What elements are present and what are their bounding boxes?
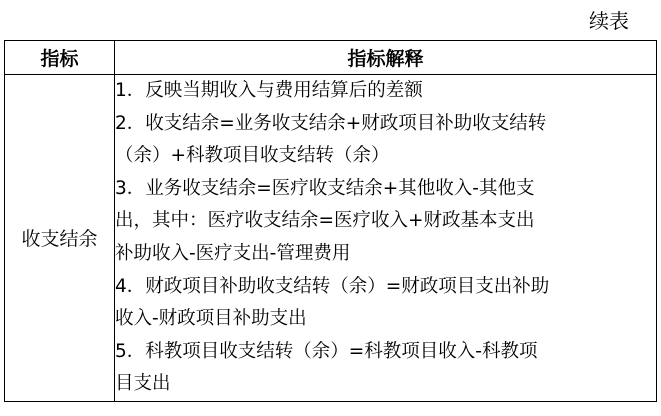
explanation-line: 补助收入-医疗支出-管理费用 <box>115 242 351 264</box>
indicator-explanation <box>115 75 657 402</box>
explanation-line: 1．反映当期收入与费用结算后的差额 <box>115 80 423 101</box>
explanation-line: 5．科教项目收支结转（余）=科教项目收入-科教项 <box>115 340 538 362</box>
explanation-line: 收入-财政项目补助支出 <box>115 308 307 330</box>
explanation-line: 2．收支结余=业务收支结余+财政项目补助收支结转 <box>115 112 547 134</box>
explanation-line: 目支出 <box>115 373 171 395</box>
indicator-table <box>4 40 657 402</box>
indicator-term: 收支结余 <box>5 75 115 402</box>
explanation-line: 3．业务收支结余=医疗收支结余+其他收入-其他支 <box>115 177 535 199</box>
header-indicator-explanation: 指标解释 <box>115 41 657 75</box>
continued-label: 续表 <box>589 9 629 33</box>
explanation-line: 出，其中：医疗收支结余=医疗收入+财政基本支出 <box>115 210 535 232</box>
table-row <box>5 75 657 402</box>
explanation-line: （余）+科教项目收支结转（余） <box>115 145 390 167</box>
explanation-line: 4．财政项目补助收支结转（余）=财政项目支出补助 <box>115 275 550 297</box>
header-indicator: 指标 <box>5 41 115 75</box>
table-header-row <box>5 41 657 75</box>
